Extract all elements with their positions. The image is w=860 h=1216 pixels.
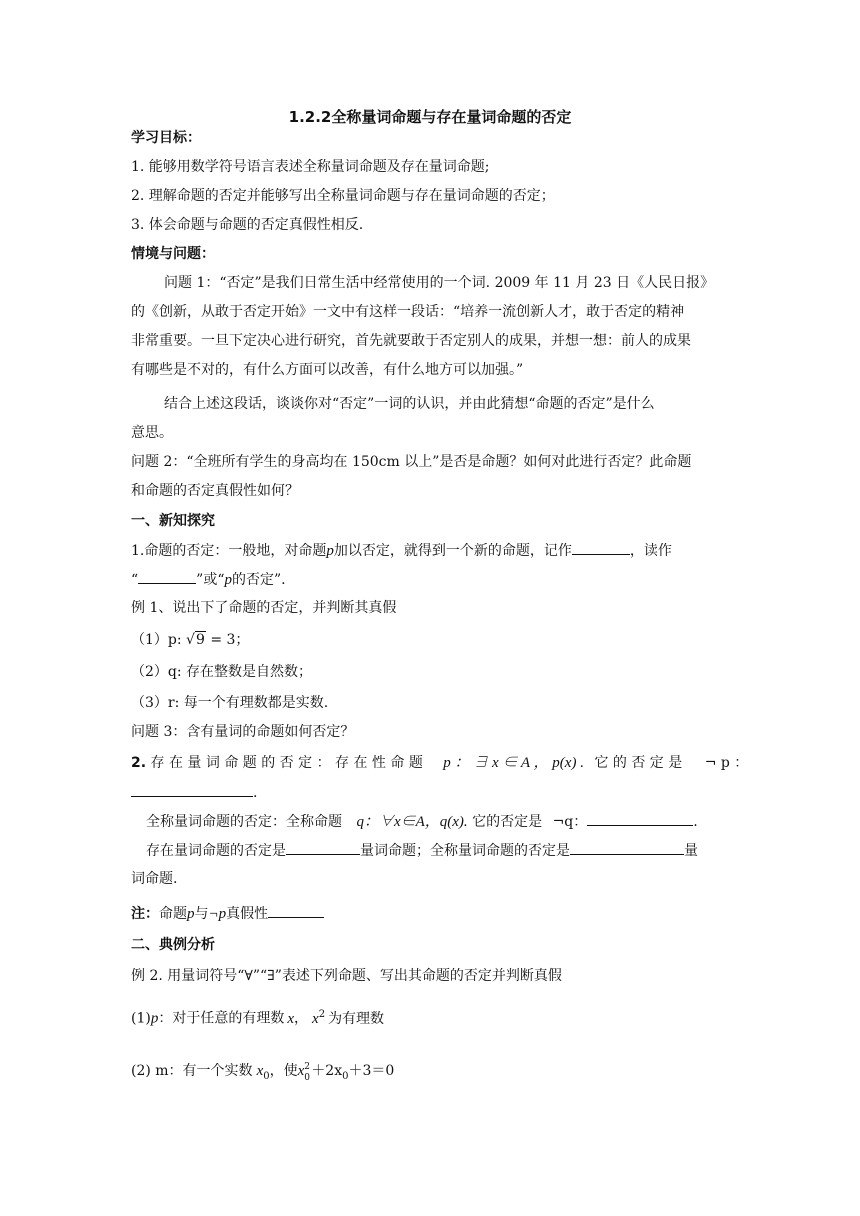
variable-p: p <box>187 906 195 922</box>
sqrt-radicand: 9 <box>195 632 205 648</box>
question-1-line: 问题 1：“否定”是我们日常生活中经常使用的一个词. 2009 年 11 月 23 日《人民日报》 <box>164 275 715 291</box>
negation-definition <box>131 540 672 561</box>
example-2-item <box>131 1061 394 1087</box>
item-text: ， <box>294 1010 309 1027</box>
subscript: 0 <box>342 1070 349 1082</box>
formula: q：∀x∈A，q(x). <box>356 814 468 830</box>
question-1-line: 有哪些是不对的，有什么方面可以改善，有什么地方可以加强。” <box>131 362 524 378</box>
goal-item: 1. 能够用数学符号语言表述全称量词命题及存在量词命题; <box>131 159 490 175</box>
item-text: 它的否定是 <box>472 814 543 830</box>
question-3: 问题 3：含有量词的命题如何否定？ <box>131 724 355 740</box>
power-index <box>304 1061 311 1083</box>
formula: p ： ∃ x ∈ A ， p(x) . <box>443 755 584 771</box>
variable-p: p <box>224 572 232 588</box>
fill-blank <box>570 840 684 855</box>
fill-blank <box>572 540 630 555</box>
item-text: 它 的 否 定 是 <box>594 755 683 771</box>
variable-p: p <box>326 543 334 559</box>
question-1-line: 非常重要。一旦下定决心进行研究，首先就要敢于否定别人的成果，并想一想：前人的成果 <box>131 333 691 349</box>
question-1-line: 的《创新，从敢于否定开始》一文中有这样一段话：“培养一流创新人才，敢于否定的精神 <box>131 304 685 320</box>
goal-item: 2. 理解命题的否定并能够写出全称量词命题与存在量词命题的否定； <box>131 188 555 204</box>
negation-symbol: ¬p <box>208 906 227 922</box>
item-number: 2. <box>131 755 147 771</box>
negation-symbol: ¬q： <box>552 814 588 830</box>
negation-types <box>146 840 698 861</box>
item-text: ：对于任意的有理数 <box>158 1010 285 1027</box>
item-text: = 3； <box>205 632 250 648</box>
sqrt-sign: √ <box>186 632 195 648</box>
definition-text: ”或“ <box>196 572 225 588</box>
example-1-title: 例 1、说出下了命题的否定，并判断其真假 <box>131 600 397 616</box>
formula: ＋3＝0 <box>348 1063 395 1079</box>
existential-negation <box>131 753 748 773</box>
example-1-item <box>131 630 249 650</box>
goals-heading: 学习目标： <box>131 130 201 146</box>
subscript: 0 <box>263 1070 270 1082</box>
definition-text: 加以否定，就得到一个新的命题，记作 <box>333 543 572 559</box>
section-2-heading: 二、典例分析 <box>131 937 215 953</box>
item-text: （1）p: <box>131 632 187 648</box>
item-text: . <box>253 785 258 801</box>
item-text: ，使 <box>269 1063 298 1079</box>
variable-x: x <box>297 1063 305 1079</box>
definition-text: 的否定”. <box>232 572 286 588</box>
negation-symbol: ¬ p ： <box>704 755 749 771</box>
context-heading: 情境与问题： <box>131 246 215 262</box>
variable-x: x <box>287 1010 295 1027</box>
note-text: 与 <box>194 906 209 922</box>
note-text: 命题 <box>159 906 187 922</box>
subscript: 0 <box>304 1073 311 1083</box>
item-text: 为有理数 <box>328 1010 385 1027</box>
fill-blank <box>131 782 253 797</box>
note-text: 真假性 <box>226 906 269 922</box>
universal-negation <box>146 811 698 832</box>
note-label: 注： <box>131 906 159 922</box>
example-2-item <box>131 1005 384 1029</box>
item-text: 量 <box>684 843 698 859</box>
item-text: 存在量词命题的否定是 <box>146 843 286 859</box>
example-1-item: （2）q: 存在整数是自然数； <box>131 664 313 680</box>
note <box>131 903 324 924</box>
exponent: 2 <box>318 1009 326 1020</box>
item-text: 存 在 量 词 命 题 的 否 定 ： 存 在 性 命 题 <box>146 755 423 771</box>
item-text: . <box>693 814 698 830</box>
definition-text: “ <box>131 572 139 588</box>
formula: ＋2x <box>311 1063 343 1079</box>
variable-x: x <box>256 1063 264 1079</box>
goal-item: 3. 体会命题与命题的否定真假性相反. <box>131 217 364 233</box>
item-text: (2) m：有一个实数 <box>131 1063 253 1079</box>
item-text: 全称量词命题的否定：全称命题 <box>146 814 342 830</box>
question-1b-line: 结合上述这段话，谈谈你对“否定”一词的认识，并由此猜想“命题的否定”是什么 <box>164 396 655 412</box>
question-2-line: 问题 2：“全班所有学生的身高均在 150cm 以上”是否是命题？如何对此进行否定？此命题 <box>131 454 692 470</box>
fill-blank <box>268 903 324 918</box>
definition-text: ，读作 <box>629 543 672 559</box>
existential-negation-cont <box>131 782 257 803</box>
variable-p: p <box>150 1010 159 1027</box>
negation-types-cont: 词命题. <box>131 871 178 887</box>
negation-definition-cont <box>131 569 286 590</box>
item-text: (1) <box>131 1010 151 1027</box>
fill-blank <box>286 840 360 855</box>
item-text: 量词命题；全称量词命题的否定是 <box>360 843 570 859</box>
question-1b-line: 意思。 <box>131 425 173 441</box>
example-2-title: 例 2. 用量词符号“∀”“∃”表述下列命题、写出其命题的否定并判断真假 <box>131 968 562 984</box>
variable-x: x <box>312 1010 319 1027</box>
fill-blank <box>138 569 196 584</box>
page-title: 1.2.2全称量词命题与存在量词命题的否定 <box>288 108 572 126</box>
question-2-line: 和命题的否定真假性如何？ <box>131 483 299 499</box>
section-1-heading: 一、新知探究 <box>131 513 215 529</box>
exponent: 2 <box>304 1062 311 1072</box>
example-1-item: （3）r: 每一个有理数都是实数. <box>131 695 329 711</box>
definition-text: 1.命题的否定：一般地，对命题 <box>131 543 327 559</box>
fill-blank <box>587 811 693 826</box>
